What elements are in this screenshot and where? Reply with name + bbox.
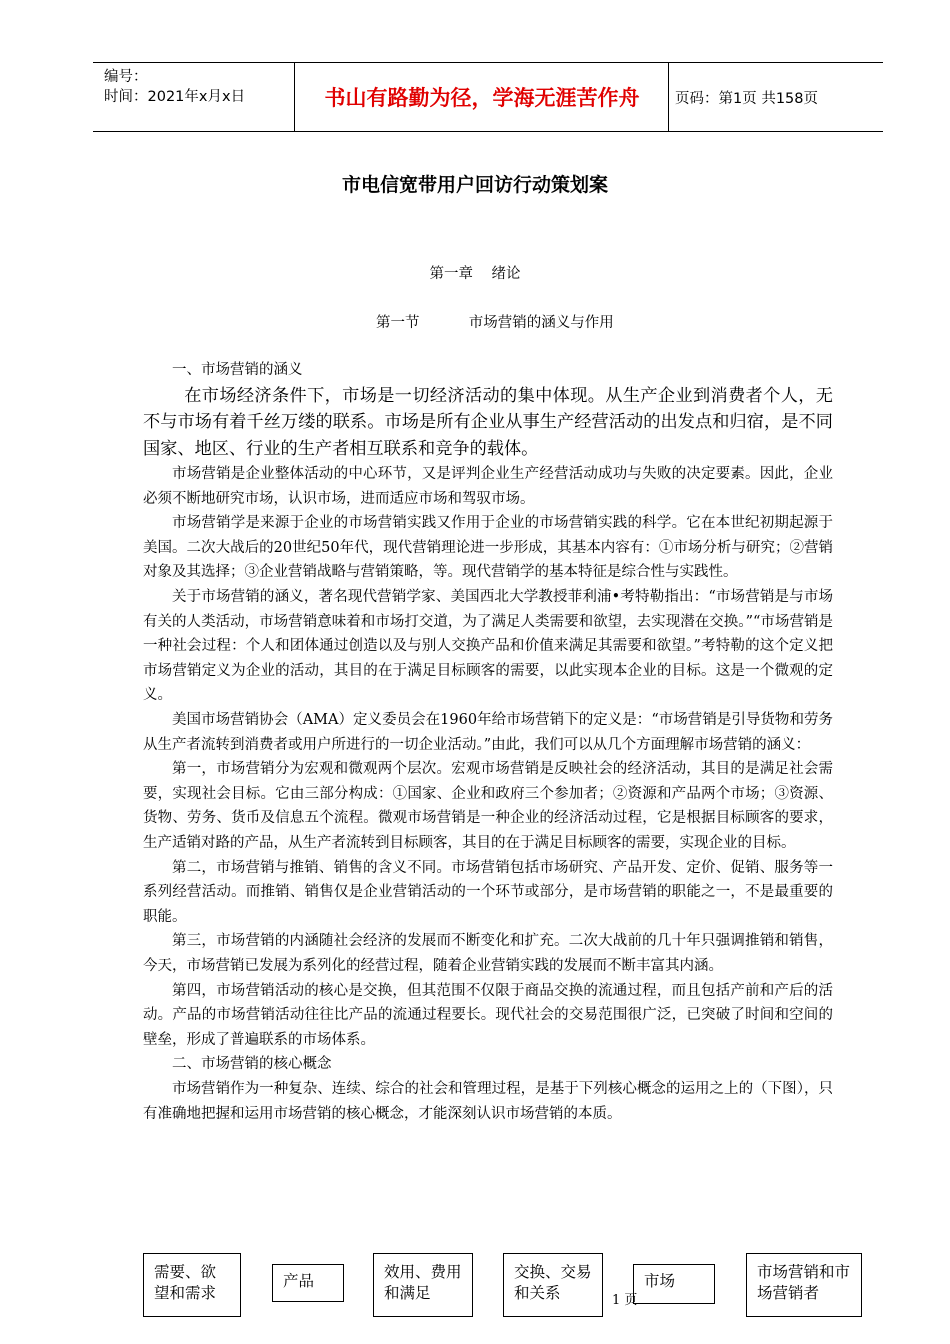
concept-box-exchange: 交换、交易和关系 xyxy=(503,1253,603,1317)
header-time-label: 时间：2021年x月x日 xyxy=(104,89,246,105)
header-page-info: 页码：第1页 共158页 xyxy=(675,90,819,107)
paragraph: 市场营销学是来源于企业的市场营销实践又作用于企业的市场营销实践的科学。它在本世纪初期起源于美国。二次大战后的20世纪50年代，现代营销理论进一步形成，其基本内容有：①市场分析与研究；②营销对象及其选择；③企业营销战略与营销策略，等。现代营销学的基本特征是综合性与实践性。 xyxy=(143,515,833,581)
paragraph: 第一，市场营销分为宏观和微观两个层次。宏观市场营销是反映社会的经济活动，其目的是满足社会需要，实现社会目标。它由三部分构成：①国家、企业和政府三个参加者；②资源和产品两个市场；③资源、货物、劳务、货币及信息五个流程。微观市场营销是一种企业的经济活动过程，它是根据目标顾客的要求，生产适销对路的产品，从生产者流转到目标顾客，其目的在于满足目标顾客的需要，实现企业的目标。 xyxy=(143,761,833,851)
chapter-heading xyxy=(0,262,950,283)
subheading: 一、市场营销的涵义 xyxy=(172,362,303,378)
concept-box-needs: 需要、欲望和需求 xyxy=(143,1253,241,1317)
paragraph: 第二，市场营销与推销、销售的含义不同。市场营销包括市场研究、产品开发、定价、促销、服务等一系列经营活动。而推销、销售仅是企业营销活动的一个环节或部分，是市场营销的职能之一，不是最重要的职能。 xyxy=(143,859,833,925)
paragraph: 在市场经济条件下，市场是一切经济活动的集中体现。从生产企业到消费者个人，无不与市场有着千丝万缕的联系。市场是所有企业从事生产经营活动的出发点和归宿，是不同国家、地区、行业的生产者相互联系和竞争的载体。 xyxy=(143,385,833,459)
header-number-label: 编号： xyxy=(104,69,148,85)
header-meta xyxy=(104,67,245,107)
concept-box-utility: 效用、费用和满足 xyxy=(373,1253,473,1317)
concept-box-marketers: 市场营销和市场营销者 xyxy=(746,1253,862,1317)
section-title: 市场营销的涵义与作用 xyxy=(468,315,614,331)
header-motto: 书山有路勤为径，学海无涯苦作舟 xyxy=(324,86,640,110)
document-title: 市电信宽带用户回访行动策划案 xyxy=(341,174,608,196)
section-number: 第一节 xyxy=(376,315,420,331)
section-heading xyxy=(376,311,614,332)
document-body xyxy=(143,358,833,1126)
subheading: 二、市场营销的核心概念 xyxy=(172,1056,332,1073)
paragraph: 第三，市场营销的内涵随社会经济的发展而不断变化和扩充。二次大战前的几十年只强调推销和销售，今天，市场营销已发展为系列化的经营过程，随着企业营销实践的发展而不断丰富其内涵。 xyxy=(143,933,833,974)
paragraph: 市场营销作为一种复杂、连续、综合的社会和管理过程，是基于下列核心概念的运用之上的（下图），只有准确地把握和运用市场营销的核心概念，才能深刻认识市场营销的本质。 xyxy=(143,1080,833,1122)
chapter-text: 第一章 绪论 xyxy=(429,266,521,282)
paragraph: 第四，市场营销活动的核心是交换，但其范围不仅限于商品交换的流通过程，而且包括产前和产后的活动。产品的市场营销活动往往比产品的流通过程要长。现代社会的交易范围很广泛，已突破了时间和空间的壁垒，形成了普遍联系的市场体系。 xyxy=(143,982,833,1048)
document-header xyxy=(93,62,883,132)
concept-box-product: 产品 xyxy=(272,1264,344,1302)
concept-box-market: 市场 xyxy=(633,1264,715,1304)
paragraph: 关于市场营销的涵义，著名现代营销学家、美国西北大学教授菲利浦•考特勒指出：“市场营销是与市场有关的人类活动，市场营销意味着和市场打交道，为了满足人类需要和欲望，去实现潜在交换。”“市场营销是一种社会过程：个人和团体通过创造以及与别人交换产品和价值来满足其需要和欲望。”考特勒的这个定义把市场营销定义为企业的活动，其目的在于满足目标顾客的需要，以此实现本企业的目标。这是一个微观的定义。 xyxy=(143,589,833,704)
footer-page-number: 1 页 xyxy=(612,1293,638,1308)
paragraph: 市场营销是企业整体活动的中心环节，又是评判企业生产经营活动成功与失败的决定要素。因此，企业必须不断地研究市场，认识市场，进而适应市场和驾驭市场。 xyxy=(143,466,833,507)
paragraph: 美国市场营销协会（AMA）定义委员会在1960年给市场营销下的定义是：“市场营销是引导货物和劳务从生产者流转到消费者或用户所进行的一切企业活动。”由此，我们可以从几个方面理解市场营销的涵义： xyxy=(143,712,833,753)
